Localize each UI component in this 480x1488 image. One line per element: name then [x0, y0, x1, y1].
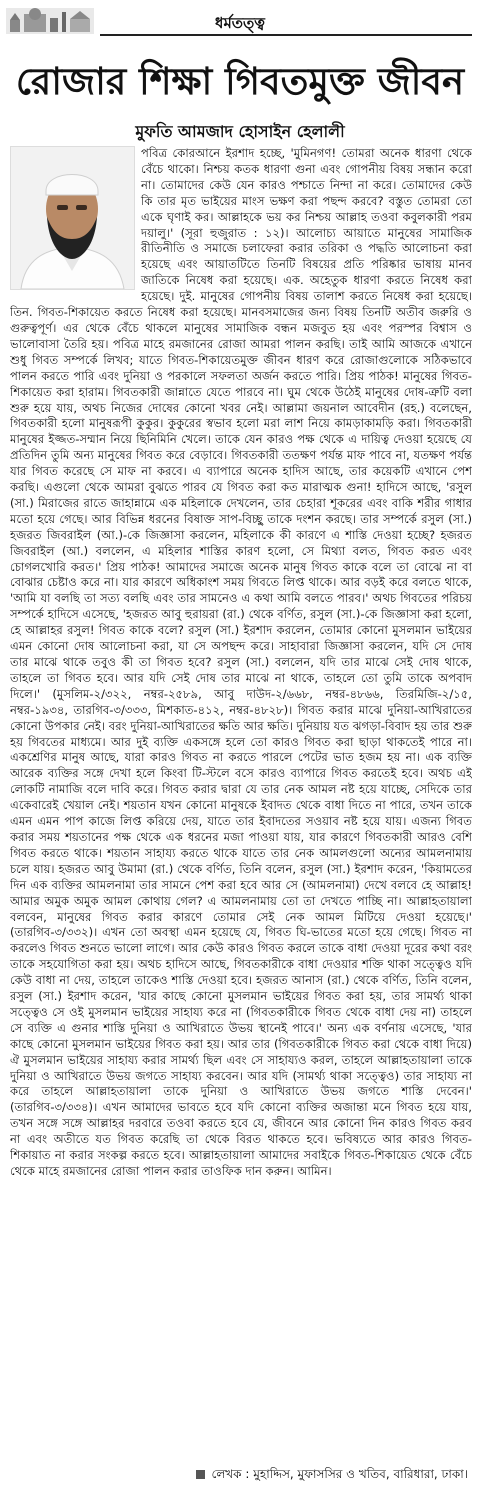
article-body [10, 146, 472, 1461]
author-note-text: লেখক : মুহাদ্দিস, মুফাসসির ও খতিব, বারিধারা, ঢাকা। [211, 1467, 468, 1481]
article-byline: মুফতি আমজাদ হোসাইন হেলালী [135, 122, 345, 141]
photo-spacer [10, 146, 133, 288]
author-note [10, 1466, 468, 1486]
square-bullet-icon [196, 1470, 205, 1479]
article-headline: রোজার শিক্ষা গিবতমুক্ত জীবন [15, 60, 465, 103]
header-divider [100, 34, 472, 36]
section-header [0, 0, 480, 42]
section-label: ধর্মতত্ত্ব [215, 14, 265, 32]
article-text: পবিত্র কোরআনে ইরশাদ হচ্ছে, 'মুমিনগণ! তোমরা অনেক ধারণা থেকে বেঁচে থাকো। নিশ্চয় কতক ধারণা গুনা এবং গোপনীয় বিষয় সন্ধান করো না। তোমাদের কেউ যেন কারও পশ্চাতে নিন্দা না করে। তোমাদের কেউ কি তার মৃত ভাইয়ের মাংস ভক্ষণ করা পছন্দ করবে? বস্তুত তোমরা তো একে ঘৃণাই কর। আল্লাহকে ভয় কর নিশ্চয় আল্লাহ তওবা কবুলকারী পরম দয়ালু।' (সূরা হুজুরাত : ১২)। আলোচ্য আয়াতে মানুষের সামাজিক রীতিনীতি ও সমাজে চলাফেরা করার তরিকা ও পদ্ধতি আলোচনা করা হয়েছে এবং আয়াতটিতে তিনটি বিষয়ের প্রতি পরিষ্কার ভাষায় মানব জাতিকে নিষেধ করা হয়েছে। এক. অহেতুক ধারণা করতে নিষেধ করা হয়েছে। দুই. মানুষের গোপনীয় বিষয় তালাশ করতে নিষেধ করা হয়েছে। তিন. গিবত-শিকায়েত করতে নিষেধ করা হয়েছে। মানবসমাজের জন্য বিষয় তিনটি অতীব জরুরি ও গুরুত্বপূর্ণ। এর থেকে বেঁচে থাকলে মানুষের সামাজিক বন্ধন মজবুত হয় এবং পরস্পর বিশ্বাস ও ভালোবাসা তৈরি হয়। পবিত্র মাহে রমজানের রোজা আমরা পালন করছি। তাই আমি আজকে এখানে শুধু গিবত সম্পর্কে লিখব; যাতে গিবত-শিকায়েতমুক্ত জীবন ধারণ করে রোজাগুলোকে সঠিকভাবে পালন করতে পারি এবং দুনিয়া ও পরকালে সফলতা অর্জন করতে পারি। প্রিয় পাঠক! মানুষের গিবত-শিকায়েত করা হারাম। গিবতকারী জান্নাতে যেতে পারবে না। ঘুম থেকে উঠেই মানুষের দোষ-ত্রুটি বলা শুরু হয়ে যায়, অথচ নিজের দোষের কোনো খবর নেই। আল্লামা জয়নাল আবেদীন (রহ.) বলেছেন, গিবতকারী হলো মানুষরূপী কুকুর। কুকুরের স্বভাব হলো মরা লাশ নিয়ে কামড়াকামড়ি করা। গিবতকারী মানুষের ইজ্জত-সম্মান নিয়ে ছিনিমিনি খেলে। তাকে যেন কারও পক্ষ থেকে এ দায়িত্ব দেওয়া হয়েছে যে প্রতিদিন তুমি অন্য মানুষের গিবত করে বেড়াবে। গিবতকারী ততক্ষণ পর্যন্ত মাফ পাবে না, যতক্ষণ পর্যন্ত যার গিবত করেছে সে মাফ না করবে। এ ব্যাপারে অনেক হাদিস আছে, তার কয়েকটি এখানে পেশ করছি। এগুলো থেকে আমরা বুঝতে পারব যে গিবত করা কত মারাত্মক গুনা! হাদিসে আছে, 'রসুল (সা.) মিরাজের রাতে জাহান্নামে এক মহিলাকে দেখলেন, তার চেহারা শূকরের এবং বাকি শরীর গাধার মতো হয়ে গেছে। আর বিভিন্ন ধরনের বিষাক্ত সাপ-বিচ্ছু তাকে দংশন করছে। তার সম্পর্কে রসুল (সা.) হজরত জিবরাইল (আ.)-কে জিজ্ঞাসা করলেন, মহিলাকে কী কারণে এ শাস্তি দেওয়া হচ্ছে? হজরত জিবরাইল (আ.) বললেন, এ মহিলার শাস্তির কারণ হলো, সে মিথ্যা বলত, গিবত করত এবং চোগলখোরি করত।' প্রিয় পাঠক! আমাদের সমাজে অনেক মানুষ গিবত কাকে বলে তা বোঝে না বা বোঝার চেষ্টাও করে না। যার কারণে অধিকাংশ সময় গিবতে লিপ্ত থাকে। আর বড়ই করে বলতে থাকে, 'আমি যা বলছি তা সত্য বলছি এবং তার সামনেও এ কথা আমি বলতে পারব।' অথচ গিবতের পরিচয় সম্পর্কে হাদিসে এসেছে, 'হজরত আবু হুরায়রা (রা.) থেকে বর্ণিত, রসুল (সা.)-কে জিজ্ঞাসা করা হলো, হে আল্লাহর রসুল! গিবত কাকে বলে? রসুল (সা.) ইরশাদ করলেন, তোমার কোনো মুসলমান ভাইয়ের এমন কোনো দোষ আলোচনা করা, যা সে অপছন্দ করে। সাহাবারা জিজ্ঞাসা করলেন, যদি সে দোষ তার মাঝে থাকে তবুও কী তা গিবত হবে? রসুল (সা.) বললেন, যদি তার মাঝে সেই দোষ থাকে, তাহলে তা গিবত হবে। আর যদি সেই দোষ তার মাঝে না থাকে, তাহলে তো তুমি তাকে অপবাদ দিলে।' (মুসলিম-২/৩২২, নম্বর-২৫৮৯, আবু দাউদ-২/৬৬৮, নম্বর-৪৮৬৬, তিরমিজি-২/১৫, নম্বর-১৯৩৪, তারগিব-৩/৩৩৩, মিশকাত-৪১২, নম্বর-৪৮২৮)। গিবত করার মাঝে দুনিয়া-আখিরাতের কোনো উপকার নেই। বরং দুনিয়া-আখিরাতের ক্ষতি আর ক্ষতি। দুনিয়ায় যত ঝগড়া-বিবাদ হয় তার শুরু হয় গিবতের মাধ্যমে। আর দুই ব্যক্তি একসঙ্গে হলে তো কারও গিবত করা ছাড়া থাকতেই পারে না। একশ্রেণির মানুষ আছে, যারা কারও গিবত না করতে পারলে পেটের ভাত হজম হয় না। এক ব্যক্তি আরেক ব্যক্তির সঙ্গে দেখা হলে কিংবা টি-স্টলে বসে কারও ব্যাপারে গিবত করতেই হবে। অথচ এই লোকটি নামাজি বলে দাবি করে। গিবত করার দ্বারা যে তার নেক আমল নষ্ট হয়ে যাচ্ছে, সেদিকে তার একেবারেই খেয়াল নেই। শয়তান যখন কোনো মানুষকে ইবাদত থেকে বাধা দিতে না পারে, তখন তাকে এমন এমন পাপ কাজে লিপ্ত করিয়ে দেয়, যাতে তার ইবাদতের সওয়াব নষ্ট হয়ে যায়। এজন্য গিবত করার সময় শয়তানের পক্ষ থেকে এক ধরনের মজা পাওয়া যায়, যার কারণে গিবতকারী আরও বেশি গিবত করতে থাকে। শয়তান সাহায্য করতে থাকে যাতে তার নেক আমলগুলো অন্যের আমলনামায় চলে যায়। হজরত আবু উমামা (রা.) থেকে বর্ণিত, তিনি বলেন, রসুল (সা.) ইরশাদ করেন, 'কিয়ামতের দিন এক ব্যক্তির আমলনামা তার সামনে পেশ করা হবে আর সে (আমলনামা) দেখে বলবে হে আল্লাহ! আমার অমুক অমুক আমল কোথায় গেল? এ আমলনামায় তো তা দেখতে পাচ্ছি না। আল্লাহতায়ালা বলবেন, মানুষের গিবত করার কারণে তোমার সেই নেক আমল মিটিয়ে দেওয়া হয়েছে।' (তারগিব-৩/৩৩২)। এখন তো অবস্থা এমন হয়েছে যে, গিবত ঘি-ভাতের মতো হয়ে গেছে। গিবত না করলেও গিবত শুনতে ভালো লাগে। আর কেউ কারও গিবত করলে তাকে বাধা দেওয়া দূরের কথা বরং তাকে সহযোগিতা করা হয়। অথচ হাদিসে আছে, গিবতকারীকে বাধা দেওয়ার শক্তি থাকা সত্ত্বেও যদি কেউ বাধা না দেয়, তাহলে তাকেও শাস্তি দেওয়া হবে। হজরত আনাস (রা.) থেকে বর্ণিত, তিনি বলেন, রসুল (সা.) ইরশাদ করেন, 'যার কাছে কোনো মুসলমান ভাইয়ের গিবত করা হয়, তার সামর্থ্য থাকা সত্ত্বেও সে ওই মুসলমান ভাইয়ের সাহায্য করে না (গিবতকারীকে গিবত থেকে বাধা দেয় না) তাহলে সে ব্যক্তি এ গুনার শাস্তি দুনিয়া ও আখিরাতে উভয় স্থানেই পাবে।' অন্য এক বর্ণনায় এসেছে, 'যার কাছে কোনো মুসলমান ভাইয়ের গিবত করা হয়। আর তার (গিবতকারীকে গিবত করা থেকে বাধা দিয়ে) ঐ মুসলমান ভাইয়ের সাহায্য করার সামর্থ্য ছিল এবং সে সাহায্যও করল, তাহলে আল্লাহতায়ালা তাকে দুনিয়া ও আখিরাতে উভয় জগতে সাহায্য করবেন। আর যদি (সামর্থ্য থাকা সত্ত্বেও) তার সাহায্য না করে তাহলে আল্লাহতায়ালা তাকে দুনিয়া ও আখিরাতে উভয় জগতে শাস্তি দেবেন।' (তারগিব-৩/৩৩৪)। এখন আমাদের ভাবতে হবে যদি কোনো ব্যক্তির অজান্তা মনে গিবত হয়ে যায়, তখন সঙ্গে সঙ্গে আল্লাহর দরবারে তওবা করতে হবে যে, জীবনে আর কোনো দিন কারও গিবত করব না এবং অতীতে যত গিবত করেছি তা থেকে বিরত থাকতে হবে। ভবিষ্যতে আর কারও গিবত-শিকায়াত না করার সংকল্প করতে হবে। আল্লাহতায়ালা আমাদের সবাইকে গিবত-শিকায়েত থেকে বেঁচে থেকে মাহে রমজানের রোজা পালন করার তাওফিক দান করুন। আমিন। [10, 146, 472, 1178]
newspaper-logo [6, 8, 94, 34]
